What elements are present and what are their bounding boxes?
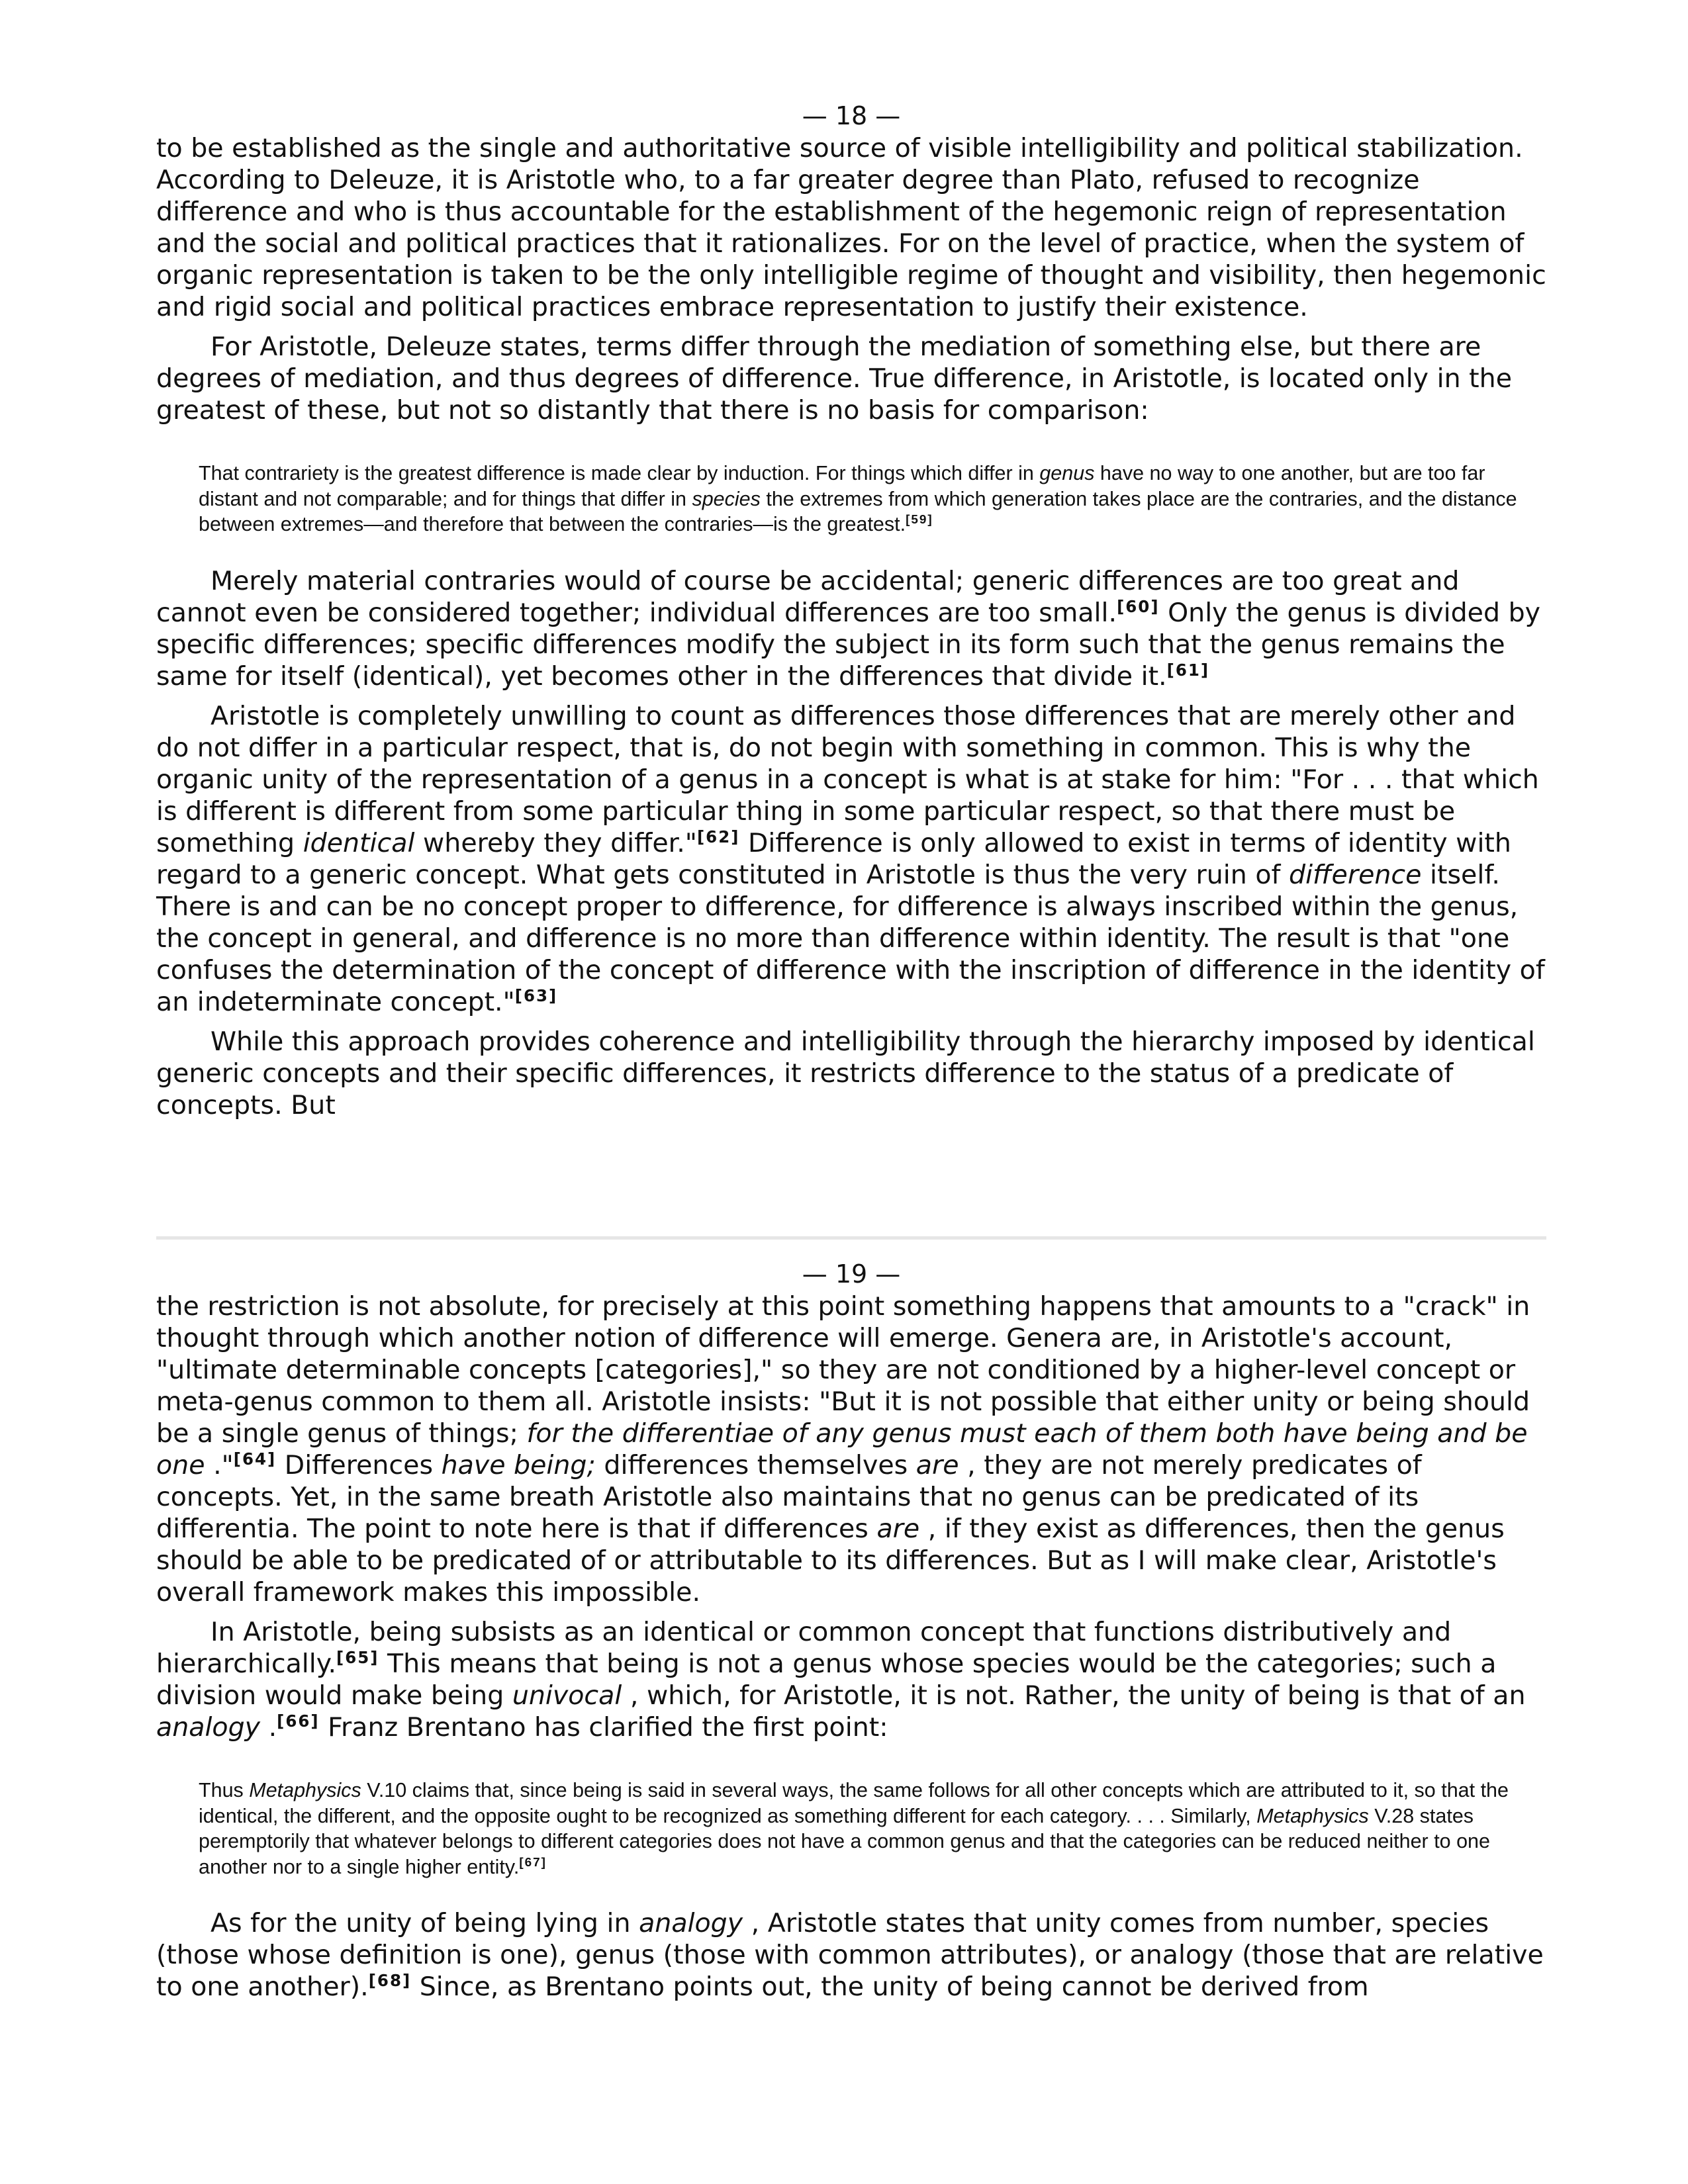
page-18-body: [156, 132, 1546, 1121]
page-number: — 18 —: [802, 101, 901, 130]
page-divider: [156, 1236, 1546, 1240]
footnote-ref[interactable]: [60]: [1117, 596, 1160, 616]
quote-text: That contrariety is the greatest difference is made clear by induction. For things which differ in genus have no way to one another, but are too far distant and not comparable; and for things that differ in species the extremes from which generation takes place are the contraries, and the distance between extremes—and therefore that between the contraries—is the greatest.[59]: [199, 462, 1517, 535]
page-19-body: [156, 1291, 1546, 2003]
footnote-ref[interactable]: [63]: [514, 985, 558, 1005]
paragraph: As for the unity of being lying in analogy , Aristotle states that unity comes from number, species (those whose definition is one), genus (those with common attributes), or analogy (those that are relative to one another).[68] Since, as Brentano points out, the unity of being cannot be derived from: [156, 1908, 1544, 2002]
page-number: — 19 —: [802, 1259, 901, 1289]
footnote-ref[interactable]: [67]: [519, 1855, 547, 1870]
paragraph: In Aristotle, being subsists as an identical or common concept that functions distributively and hierarchically.[65] This means that being is not a genus whose species would be the categories; such a division would make being univocal , which, for Aristotle, it is not. Rather, the unity of being is that of an analogy .[66] Franz Brentano has clarified the first point:: [156, 1617, 1526, 1743]
quote-text: Thus Metaphysics V.10 claims that, since being is said in several ways, the same follows for all other concepts which are attributed to it, so that the identical, the different, and the opposite ought to be recognized as something different for each category. . . . Similarly, Metaphysics V.28 states peremptorily that whatever belongs to different categories does not have a common genus and that the categories can be reduced neither to one another nor to a single higher entity.[67]: [199, 1779, 1509, 1878]
block-quote: [199, 1778, 1546, 1880]
footnote-ref[interactable]: [68]: [368, 1970, 412, 1990]
footnote-ref[interactable]: [62]: [696, 827, 740, 846]
page-19-section: [156, 1257, 1546, 2011]
paragraph: Merely material contraries would of course be accidental; generic differences are too great and cannot even be considered together; individual differences are too small.[60] Only the genus is divided by specific differences; specific differences modify the subject in its form such that the genus remains the same for itself (identical), yet becomes other in the differences that divide it.[61]: [156, 565, 1541, 692]
footnote-ref[interactable]: [66]: [277, 1711, 320, 1731]
paragraph: For Aristotle, Deleuze states, terms differ through the mediation of something else, but there are degrees of mediation, and thus degrees of difference. True difference, in Aristotle, is located only in the greatest of these, but not so distantly that there is no basis for comparison:: [156, 332, 1513, 426]
footnote-ref[interactable]: [59]: [906, 512, 933, 527]
paragraph: While this approach provides coherence and intelligibility through the hierarchy imposed by identical generic concepts and their specific differences, it restricts difference to the status of a predicate of concepts. But: [156, 1026, 1535, 1120]
paragraph: to be established as the single and authoritative source of visible intelligibility and political stabilization. According to Deleuze, it is Aristotle who, to a far greater degree than Plato, refused to recognize difference and who is thus accountable for the establishment of the hegemonic reign of representation and the social and political practices that it rationalizes. For on the level of practice, when the system of organic representation is taken to be the only intelligible regime of thought and visibility, then hegemonic and rigid social and political practices embrace representation to justify their existence.: [156, 133, 1546, 322]
footnote-ref[interactable]: [65]: [336, 1647, 379, 1667]
paragraph: Aristotle is completely unwilling to count as differences those differences that are merely other and do not differ in a particular respect, that is, do not begin with something in common. This is why the organic unity of the representation of a genus in a concept is what is at stake for him: "For . . . that which is different is different from some particular thing in some particular respect, so that there must be something identical whereby they differ."[62] Difference is only allowed to exist in terms of identity with regard to a generic concept. What gets constituted in Aristotle is thus the very ruin of difference itself. There is and can be no concept proper to difference, for difference is always inscribed within the genus, the concept in general, and difference is no more than difference within identity. The result is that "one confuses the determination of the concept of difference with the inscription of difference in the identity of an indeterminate concept."[63]: [156, 700, 1545, 1017]
paragraph: the restriction is not absolute, for precisely at this point something happens that amounts to a "crack" in thought through which another notion of difference will emerge. Genera are, in Aristotle's account, "ultimate determinable concepts [categories]," so they are not conditioned by a higher-level concept or meta-genus common to them all. Aristotle insists: "But it is not possible that either unity or being should be a single genus of things; for the differentiae of any genus must each of them both have being and be one ."[64] Differences have being; differences themselves are , they are not merely predicates of concepts. Yet, in the same breath Aristotle also maintains that no genus can be predicated of its differentia. The point to note here is that if differences are , if they exist as differences, then the genus should be able to be predicated of or attributable to its differences. But as I will make clear, Aristotle's overall framework makes this impossible.: [156, 1291, 1530, 1608]
footnote-ref[interactable]: [61]: [1166, 660, 1210, 680]
block-quote: [199, 461, 1546, 537]
page-18-section: [156, 99, 1546, 1129]
footnote-ref[interactable]: [64]: [233, 1449, 277, 1469]
